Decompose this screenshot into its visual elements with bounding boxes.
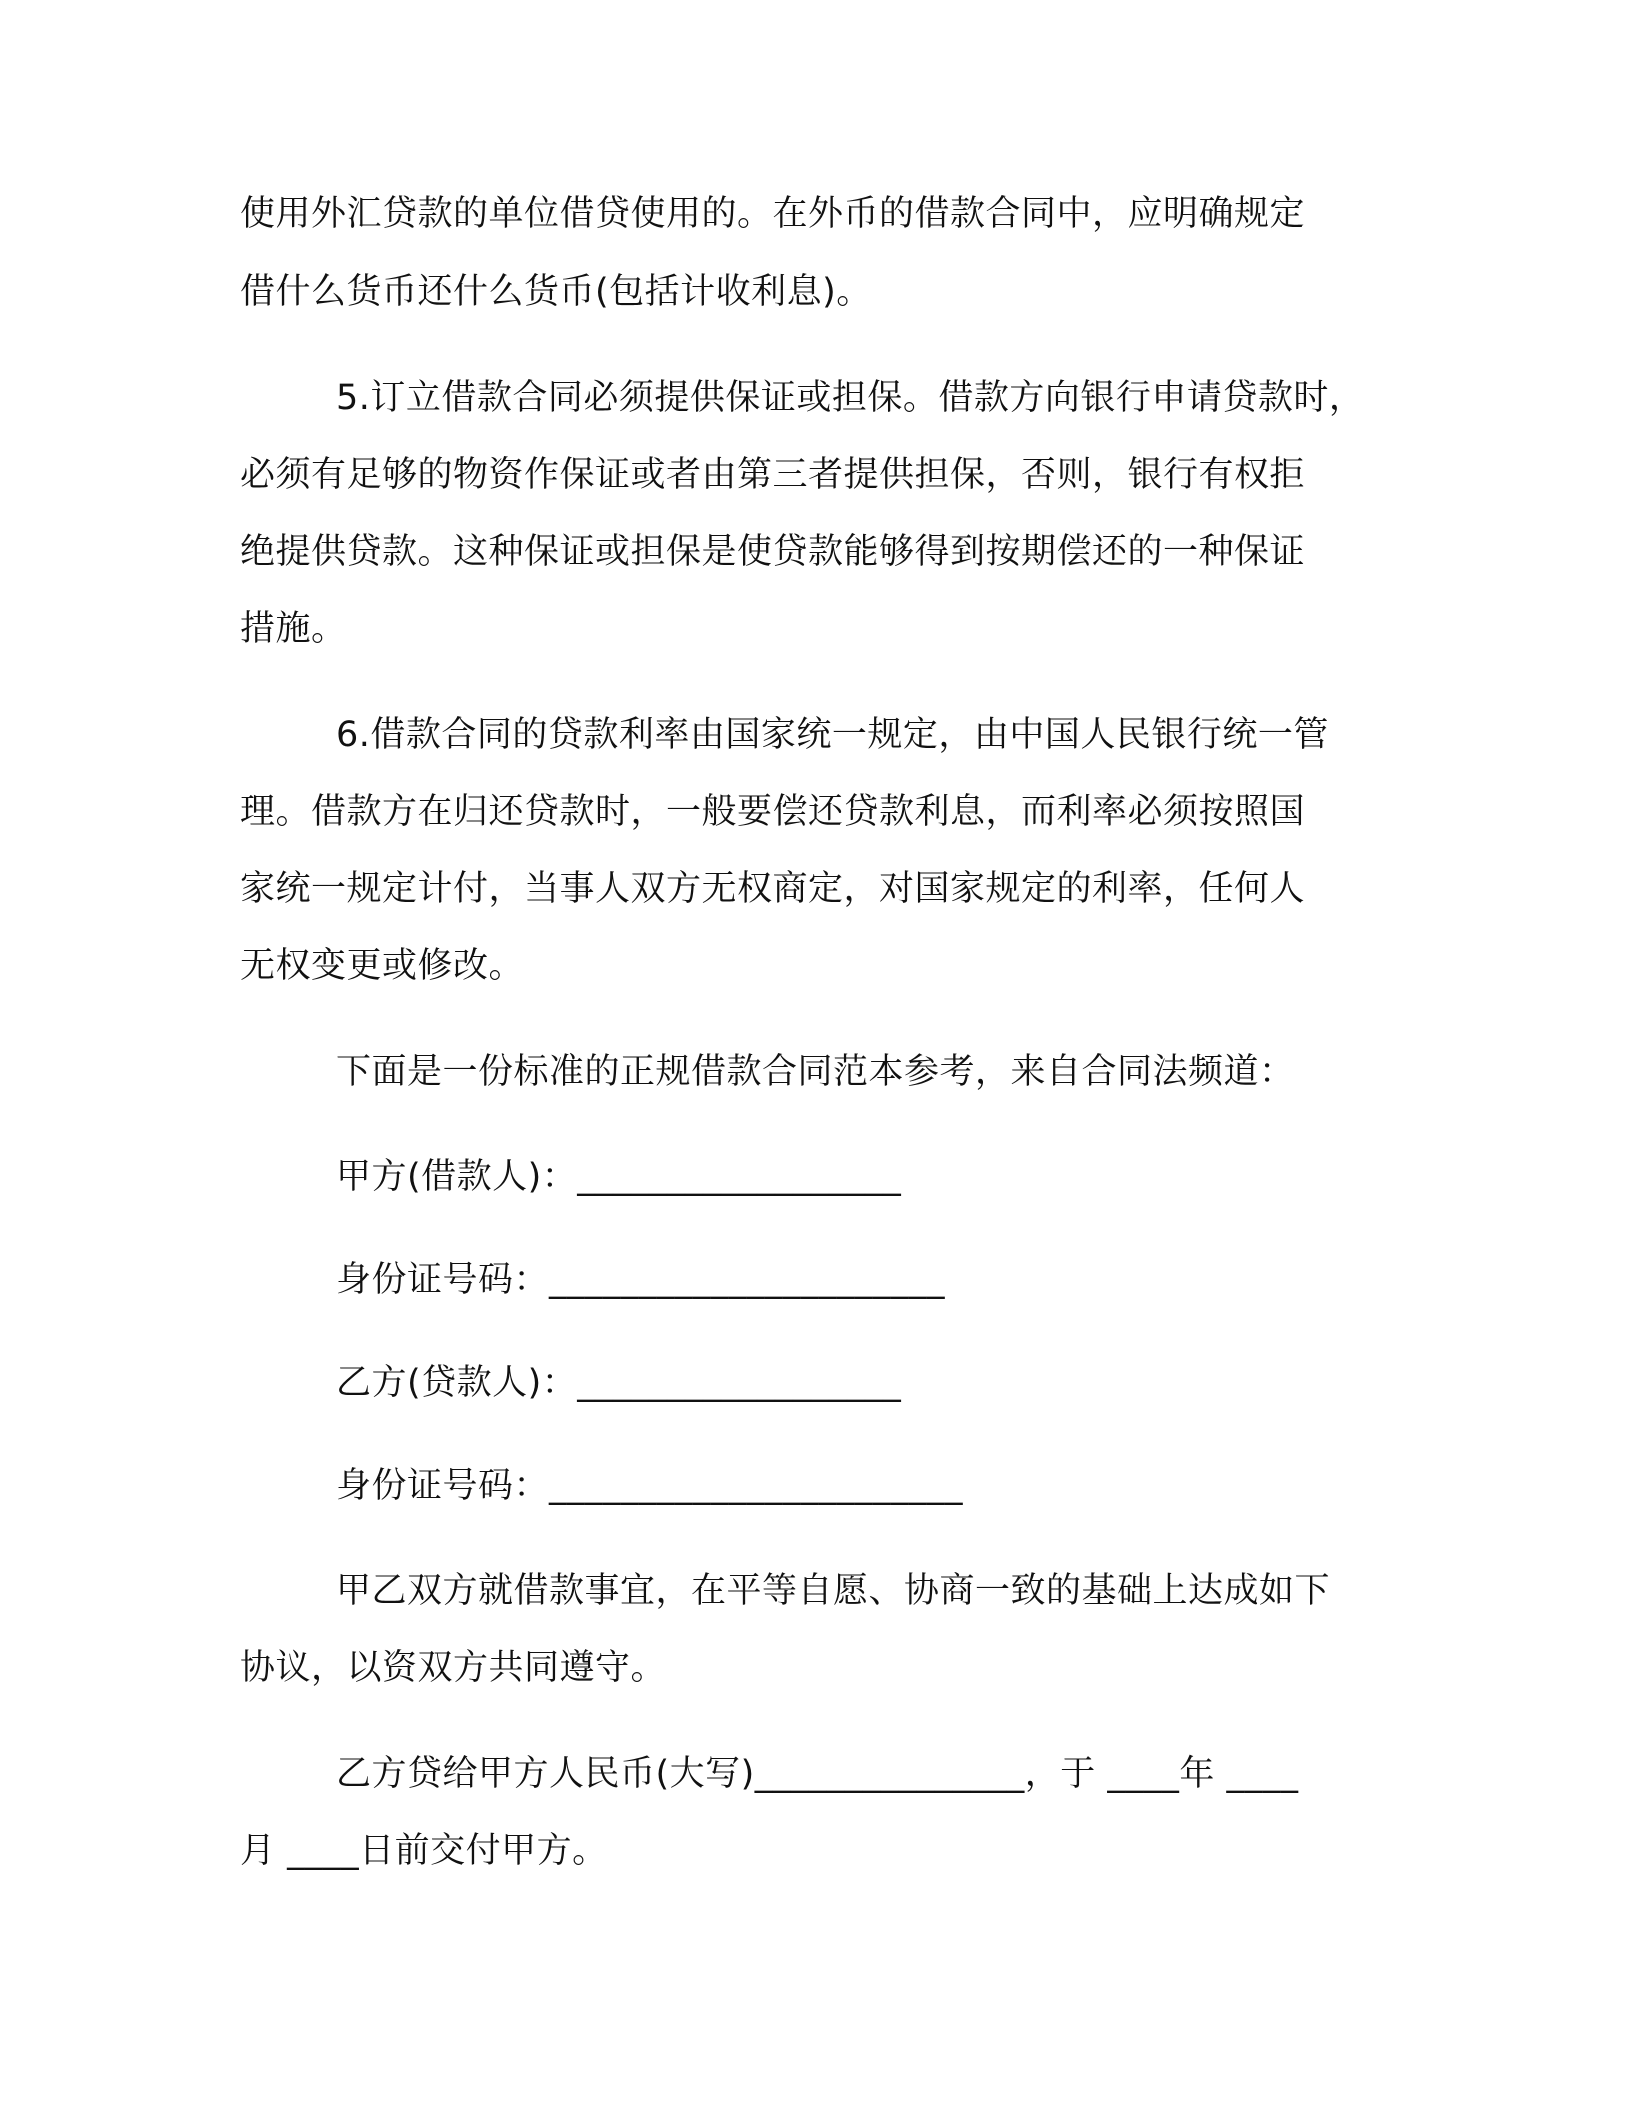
text-line: 协议，以资双方共同遵守。 <box>240 1648 667 1688</box>
paragraph-first-line: 6.借款合同的贷款利率由国家统一规定，由中国人民银行统一管 <box>336 715 1329 755</box>
paragraph-first-line: 5.订立借款合同必须提供保证或担保。借款方向银行申请贷款时， <box>336 378 1365 418</box>
text-line: 使用外汇贷款的单位借贷使用的。在外币的借款合同中，应明确规定 <box>240 194 1306 234</box>
party-b-id-field: 身份证号码：_______________________ <box>336 1466 964 1506</box>
text-line: 绝提供贷款。这种保证或担保是使贷款能够得到按期偿还的一种保证 <box>240 532 1306 572</box>
text-line: 借什么货币还什么货币(包括计收利息)。 <box>240 272 872 312</box>
party-a-field: 甲方(借款人)：__________________ <box>336 1157 902 1197</box>
text-line: 理。借款方在归还贷款时，一般要偿还贷款利息，而利率必须按照国 <box>240 792 1306 832</box>
intro-line: 下面是一份标准的正规借款合同范本参考，来自合同法频道： <box>336 1052 1295 1092</box>
loan-date-line: 月 ____日前交付甲方。 <box>240 1831 608 1871</box>
party-b-field: 乙方(贷款人)：__________________ <box>336 1363 902 1403</box>
text-line: 家统一规定计付，当事人双方无权商定，对国家规定的利率，任何人 <box>240 869 1306 909</box>
text-line: 无权变更或修改。 <box>240 946 525 986</box>
party-a-id-field: 身份证号码：______________________ <box>336 1260 946 1300</box>
paragraph-first-line: 甲乙双方就借款事宜，在平等自愿、协商一致的基础上达成如下 <box>336 1571 1331 1611</box>
loan-amount-line: 乙方贷给甲方人民币(大写)_______________，于 ____年 ____ <box>336 1754 1299 1794</box>
text-line: 措施。 <box>240 609 347 649</box>
text-line: 必须有足够的物资作保证或者由第三者提供担保，否则，银行有权拒 <box>240 455 1306 495</box>
